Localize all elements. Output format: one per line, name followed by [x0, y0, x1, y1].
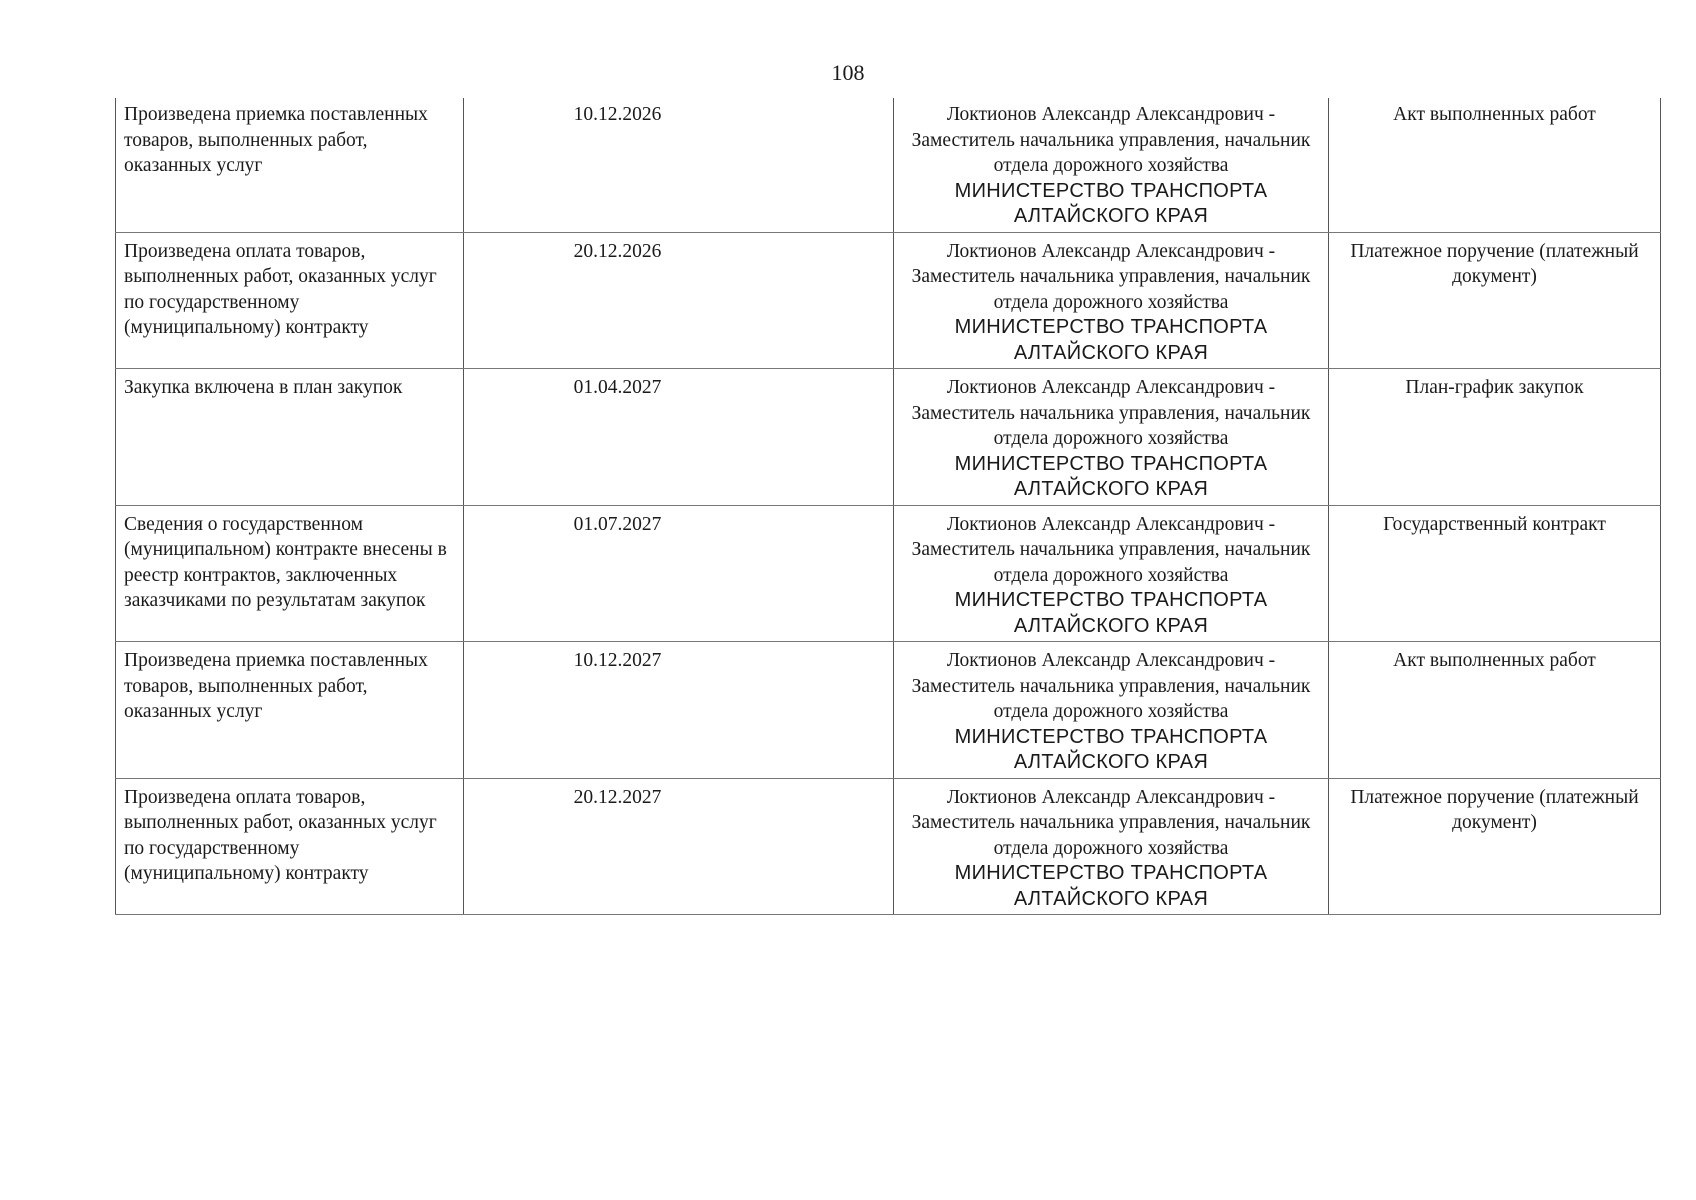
responsible-cell — [894, 778, 1329, 915]
responsible-cell — [894, 232, 1329, 369]
table-row — [116, 232, 1661, 369]
responsible-person: Локтионов Александр Александрович - Заместитель начальника управления, начальник отдела дорожного хозяйства — [911, 240, 1311, 313]
date-cell: 20.12.2026 — [464, 232, 894, 369]
responsible-organization: МИНИСТЕРСТВО ТРАНСПОРТА АЛТАЙСКОГО КРАЯ — [954, 725, 1268, 773]
document-cell: Акт выполненных работ — [1329, 642, 1661, 779]
responsible-organization: МИНИСТЕРСТВО ТРАНСПОРТА АЛТАЙСКОГО КРАЯ — [954, 589, 1268, 637]
date-cell: 01.04.2027 — [464, 369, 894, 506]
responsible-cell — [894, 642, 1329, 779]
event-cell: Произведена приемка поставленных товаров, выполненных работ, оказанных услуг — [116, 98, 464, 232]
event-cell: Закупка включена в план закупок — [116, 369, 464, 506]
responsible-organization: МИНИСТЕРСТВО ТРАНСПОРТА АЛТАЙСКОГО КРАЯ — [954, 316, 1268, 364]
responsible-person: Локтионов Александр Александрович - Заместитель начальника управления, начальник отдела дорожного хозяйства — [911, 786, 1311, 859]
responsible-person: Локтионов Александр Александрович - Заместитель начальника управления, начальник отдела дорожного хозяйства — [911, 513, 1311, 586]
date-cell: 01.07.2027 — [464, 505, 894, 642]
responsible-organization: МИНИСТЕРСТВО ТРАНСПОРТА АЛТАЙСКОГО КРАЯ — [954, 179, 1268, 227]
responsible-person: Локтионов Александр Александрович - Заместитель начальника управления, начальник отдела дорожного хозяйства — [911, 104, 1311, 176]
date-cell: 20.12.2027 — [464, 778, 894, 915]
event-cell: Произведена оплата товаров, выполненных работ, оказанных услуг по государственному (муниципальному) контракту — [116, 778, 464, 915]
table-row — [116, 505, 1661, 642]
page-number: 108 — [831, 60, 865, 85]
responsible-person: Локтионов Александр Александрович - Заместитель начальника управления, начальник отдела дорожного хозяйства — [911, 377, 1311, 449]
document-cell: План-график закупок — [1329, 369, 1661, 506]
control-points-table — [115, 98, 1661, 915]
document-cell: Платежное поручение (платежный документ) — [1329, 232, 1661, 369]
event-cell: Произведена приемка поставленных товаров, выполненных работ, оказанных услуг — [116, 642, 464, 779]
responsible-cell — [894, 505, 1329, 642]
event-cell: Произведена оплата товаров, выполненных работ, оказанных услуг по государственному (муниципальному) контракту — [116, 232, 464, 369]
responsible-organization: МИНИСТЕРСТВО ТРАНСПОРТА АЛТАЙСКОГО КРАЯ — [954, 452, 1268, 500]
date-cell: 10.12.2027 — [464, 642, 894, 779]
document-cell: Акт выполненных работ — [1329, 98, 1661, 232]
document-cell: Платежное поручение (платежный документ) — [1329, 778, 1661, 915]
document-cell: Государственный контракт — [1329, 505, 1661, 642]
table-row — [116, 642, 1661, 779]
date-cell: 10.12.2026 — [464, 98, 894, 232]
table-row — [116, 369, 1661, 506]
responsible-organization: МИНИСТЕРСТВО ТРАНСПОРТА АЛТАЙСКОГО КРАЯ — [954, 862, 1268, 910]
responsible-cell — [894, 369, 1329, 506]
table-row — [116, 98, 1661, 232]
responsible-person: Локтионов Александр Александрович - Заместитель начальника управления, начальник отдела дорожного хозяйства — [911, 650, 1311, 722]
responsible-cell — [894, 98, 1329, 232]
event-cell: Сведения о государственном (муниципальном) контракте внесены в реестр контрактов, заключенных заказчиками по результатам закупок — [116, 505, 464, 642]
table-row — [116, 778, 1661, 915]
